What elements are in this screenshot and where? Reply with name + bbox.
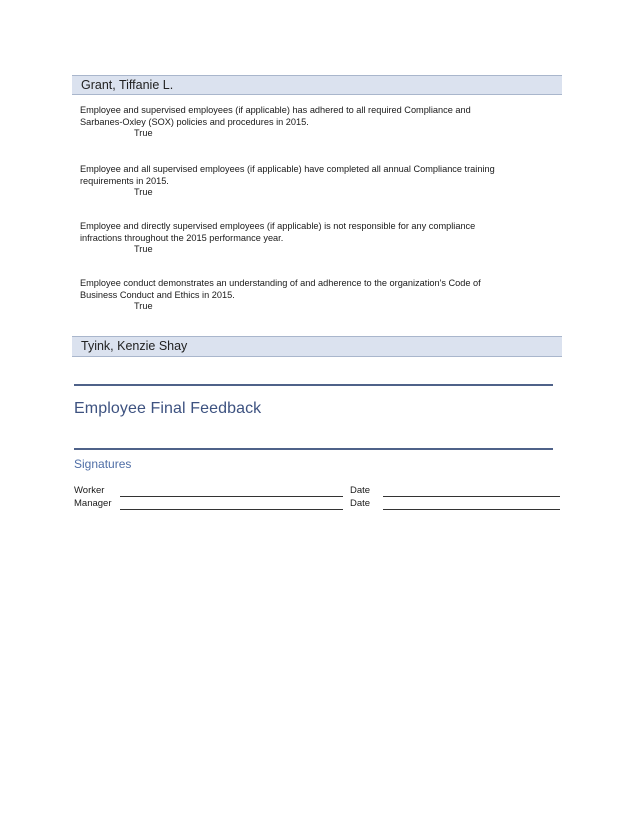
- compliance-value: True: [134, 244, 153, 255]
- employee-name-bar: [72, 75, 562, 95]
- compliance-statement-line: Employee and directly supervised employees (if applicable) is not responsible for any compliance: [80, 221, 476, 231]
- compliance-statement-line: Employee and all supervised employees (if applicable) have completed all annual Compliance training: [80, 164, 495, 174]
- compliance-value: True: [134, 187, 153, 198]
- section-divider: [74, 384, 553, 386]
- compliance-item: [80, 105, 550, 140]
- employee-name: Tyink, Kenzie Shay: [81, 339, 188, 353]
- compliance-statement-line: Employee and supervised employees (if applicable) has adhered to all required Compliance and: [80, 105, 471, 115]
- employee-name-bar: [72, 336, 562, 357]
- date-label: Date: [350, 485, 371, 496]
- signature-role-label: Worker: [74, 485, 105, 496]
- signatures-heading: Signatures: [74, 457, 132, 471]
- compliance-statement-line: Employee conduct demonstrates an understanding of and adherence to the organization's Code of: [80, 278, 481, 288]
- section-title: Employee Final Feedback: [74, 400, 262, 417]
- date-label: Date: [350, 498, 371, 509]
- date-line: [383, 509, 560, 510]
- signature-role-label: Manager: [74, 498, 112, 509]
- employee-name: Grant, Tiffanie L.: [81, 78, 174, 92]
- compliance-statement-line: requirements in 2015.: [80, 175, 169, 186]
- compliance-statement-line: Business Conduct and Ethics in 2015.: [80, 289, 235, 300]
- compliance-item: [80, 221, 550, 256]
- signature-row-manager: [74, 498, 560, 511]
- compliance-value: True: [134, 128, 153, 139]
- compliance-item: [80, 278, 550, 313]
- signature-line: [120, 509, 343, 510]
- signature-line: [120, 496, 343, 497]
- compliance-item: [80, 164, 550, 199]
- compliance-statement-line: infractions throughout the 2015 performance year.: [80, 232, 284, 243]
- signature-row-worker: [74, 485, 560, 498]
- compliance-statement-line: Sarbanes-Oxley (SOX) policies and procedures in 2015.: [80, 116, 309, 127]
- section-divider: [74, 448, 553, 450]
- compliance-value: True: [134, 301, 153, 312]
- date-line: [383, 496, 560, 497]
